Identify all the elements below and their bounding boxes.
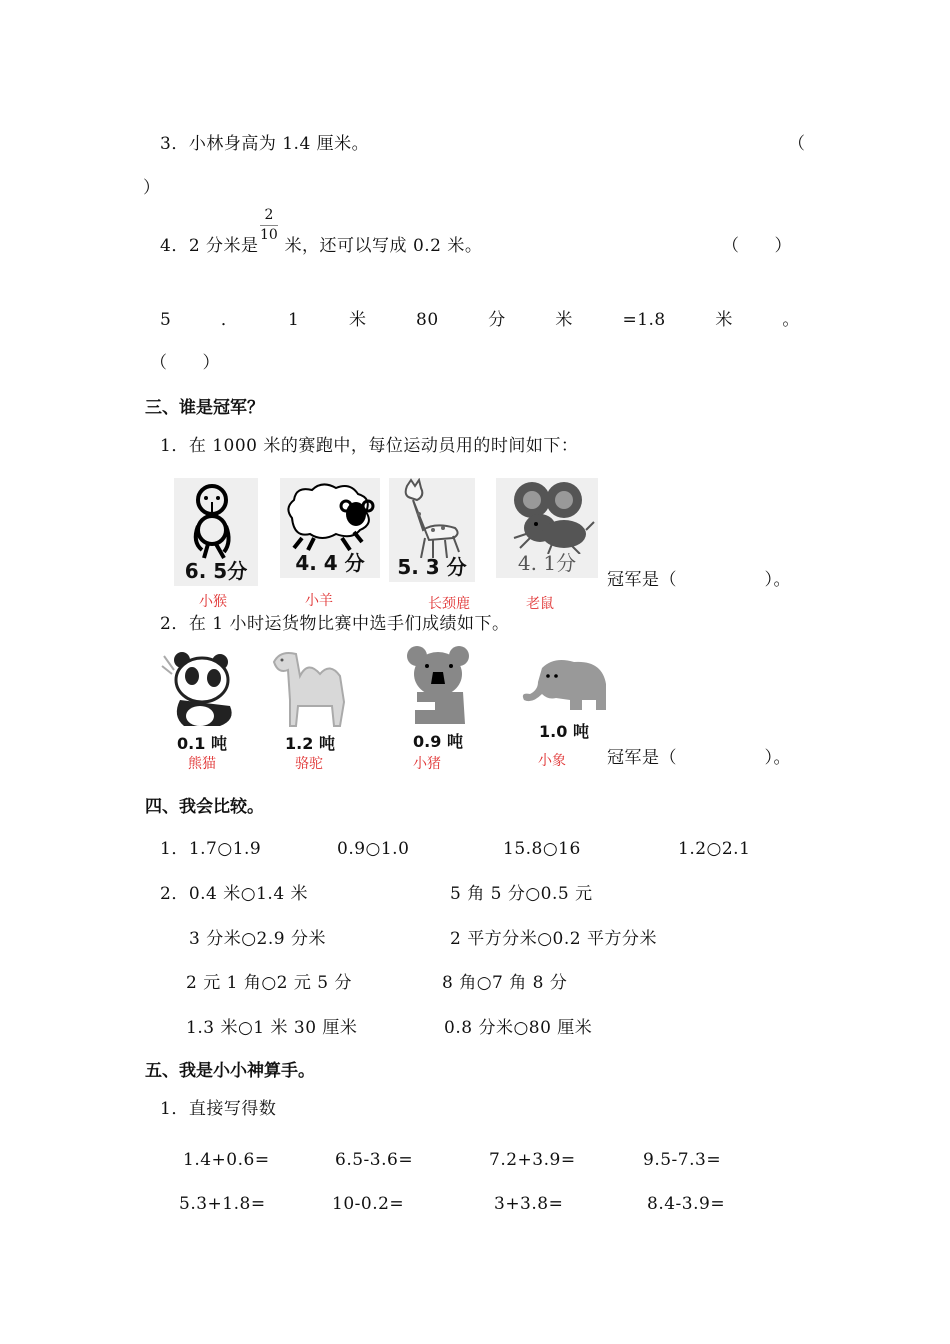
animal-value: 0.1 吨: [177, 734, 227, 753]
koala-icon: [405, 644, 471, 728]
token: 米: [555, 310, 573, 330]
calc-item[interactable]: 9.5-7.3=: [643, 1150, 722, 1170]
compare-item[interactable]: 1.2○2.1: [678, 839, 751, 859]
animal-value: 4. 1分: [517, 551, 577, 575]
champion-answer[interactable]: 冠军是（ ）。: [607, 570, 791, 590]
animal-card-elephant: [518, 654, 610, 750]
animal-card-panda: [160, 646, 244, 754]
panda-icon: [160, 646, 244, 732]
section-title: 五、我是小小神算手。: [145, 1061, 315, 1081]
compare-item[interactable]: 3 分米○2.9 分米: [189, 929, 326, 949]
answer-bracket-close[interactable]: ）: [143, 178, 161, 198]
animal-name: 老鼠: [526, 596, 554, 612]
elephant-icon: [518, 654, 610, 718]
animal-name: 小猴: [199, 594, 227, 610]
animal-value: 1.0 吨: [539, 722, 589, 741]
champion-answer[interactable]: 冠军是（ ）。: [607, 748, 791, 768]
animal-value: 1.2 吨: [285, 734, 335, 753]
compare-item[interactable]: 15.8○16: [503, 839, 581, 859]
item-number: 4．: [160, 236, 189, 256]
fraction-denominator: 10: [260, 227, 278, 243]
animal-card-sheep: [280, 478, 380, 578]
token: 80: [416, 310, 439, 330]
animal-name: 小羊: [305, 593, 333, 609]
sheep-icon: [280, 478, 380, 554]
animal-value: 6. 5分: [184, 559, 248, 583]
animal-card-monkey: [174, 478, 258, 586]
compare-item[interactable]: 1.3 米○1 米 30 厘米: [186, 1018, 358, 1038]
token: ．: [220, 310, 239, 330]
compare-item[interactable]: 5 角 5 分○0.5 元: [450, 884, 593, 904]
animal-name: 小猪: [413, 756, 441, 772]
section-title: 四、我会比较。: [145, 797, 264, 817]
fraction-numerator: 2: [260, 208, 278, 226]
calc-item[interactable]: 8.4-3.9=: [647, 1194, 726, 1214]
animal-name: 小象: [538, 753, 566, 769]
compare-item[interactable]: 1.7○1.9: [188, 839, 262, 859]
compare-item[interactable]: 0.9○1.0: [337, 839, 410, 859]
question-text: 1．在 1000 米的赛跑中，每位运动员用的时间如下：: [160, 436, 579, 456]
compare-row-1: [160, 839, 261, 859]
animal-name: 熊猫: [188, 756, 216, 772]
animal-card-mouse: [496, 478, 598, 578]
animal-card-koala: [405, 644, 471, 752]
answer-bracket[interactable]: （ ）: [150, 353, 220, 373]
item-text: 小林身高为 1.4 厘米。: [188, 134, 370, 154]
token: 5: [160, 310, 172, 330]
animal-value: 5. 3 分: [397, 555, 467, 579]
calc-item[interactable]: 7.2+3.9=: [489, 1150, 576, 1170]
compare-item[interactable]: 0.4 米○1.4 米: [188, 884, 309, 904]
monkey-icon: [174, 478, 258, 562]
item-number: 3．: [160, 134, 189, 154]
animal-name: 骆驼: [295, 756, 323, 772]
judge-item-4: [160, 236, 482, 256]
calc-item[interactable]: 5.3+1.8=: [179, 1194, 266, 1214]
item-text-after: 米，还可以写成 0.2 米。: [284, 236, 483, 256]
compare-item[interactable]: 0.8 分米○80 厘米: [444, 1018, 593, 1038]
mouse-icon: [496, 478, 598, 554]
token: 分: [488, 310, 506, 330]
calc-item[interactable]: 6.5-3.6=: [335, 1150, 414, 1170]
giraffe-icon: [389, 478, 475, 558]
answer-bracket-open[interactable]: （: [788, 134, 806, 154]
animal-value: 0.9 吨: [413, 732, 463, 751]
item-number: 2．: [160, 884, 189, 904]
judge-item-3: [160, 134, 369, 154]
animal-card-camel: [268, 646, 352, 754]
camel-icon: [268, 646, 352, 732]
token: 。: [782, 310, 800, 330]
token: =1.8: [622, 310, 666, 330]
compare-item[interactable]: 8 角○7 角 8 分: [442, 973, 568, 993]
judge-item-5: [160, 310, 800, 330]
calc-item[interactable]: 3+3.8=: [494, 1194, 564, 1214]
compare-item[interactable]: 2 平方分米○0.2 平方分米: [450, 929, 657, 949]
item-text-before: 2 分米是: [188, 236, 259, 256]
compare-row-2: [160, 884, 308, 904]
token: 米: [348, 310, 367, 330]
answer-bracket[interactable]: （ ）: [722, 236, 792, 256]
compare-item[interactable]: 2 元 1 角○2 元 5 分: [186, 973, 353, 993]
question-text: 2．在 1 小时运货物比赛中选手们成绩如下。: [160, 614, 510, 634]
calc-item[interactable]: 1.4+0.6=: [183, 1150, 270, 1170]
calc-item[interactable]: 10-0.2=: [332, 1194, 405, 1214]
token: 米: [715, 310, 733, 330]
section-title: 三、谁是冠军？: [145, 398, 264, 418]
item-number: 1．: [160, 839, 189, 859]
animal-value: 4. 4 分: [295, 551, 365, 575]
token: 1: [288, 310, 300, 330]
animal-card-giraffe: [389, 478, 475, 582]
animal-name: 长颈鹿: [428, 596, 470, 612]
question-text: 1．直接写得数: [160, 1099, 277, 1119]
